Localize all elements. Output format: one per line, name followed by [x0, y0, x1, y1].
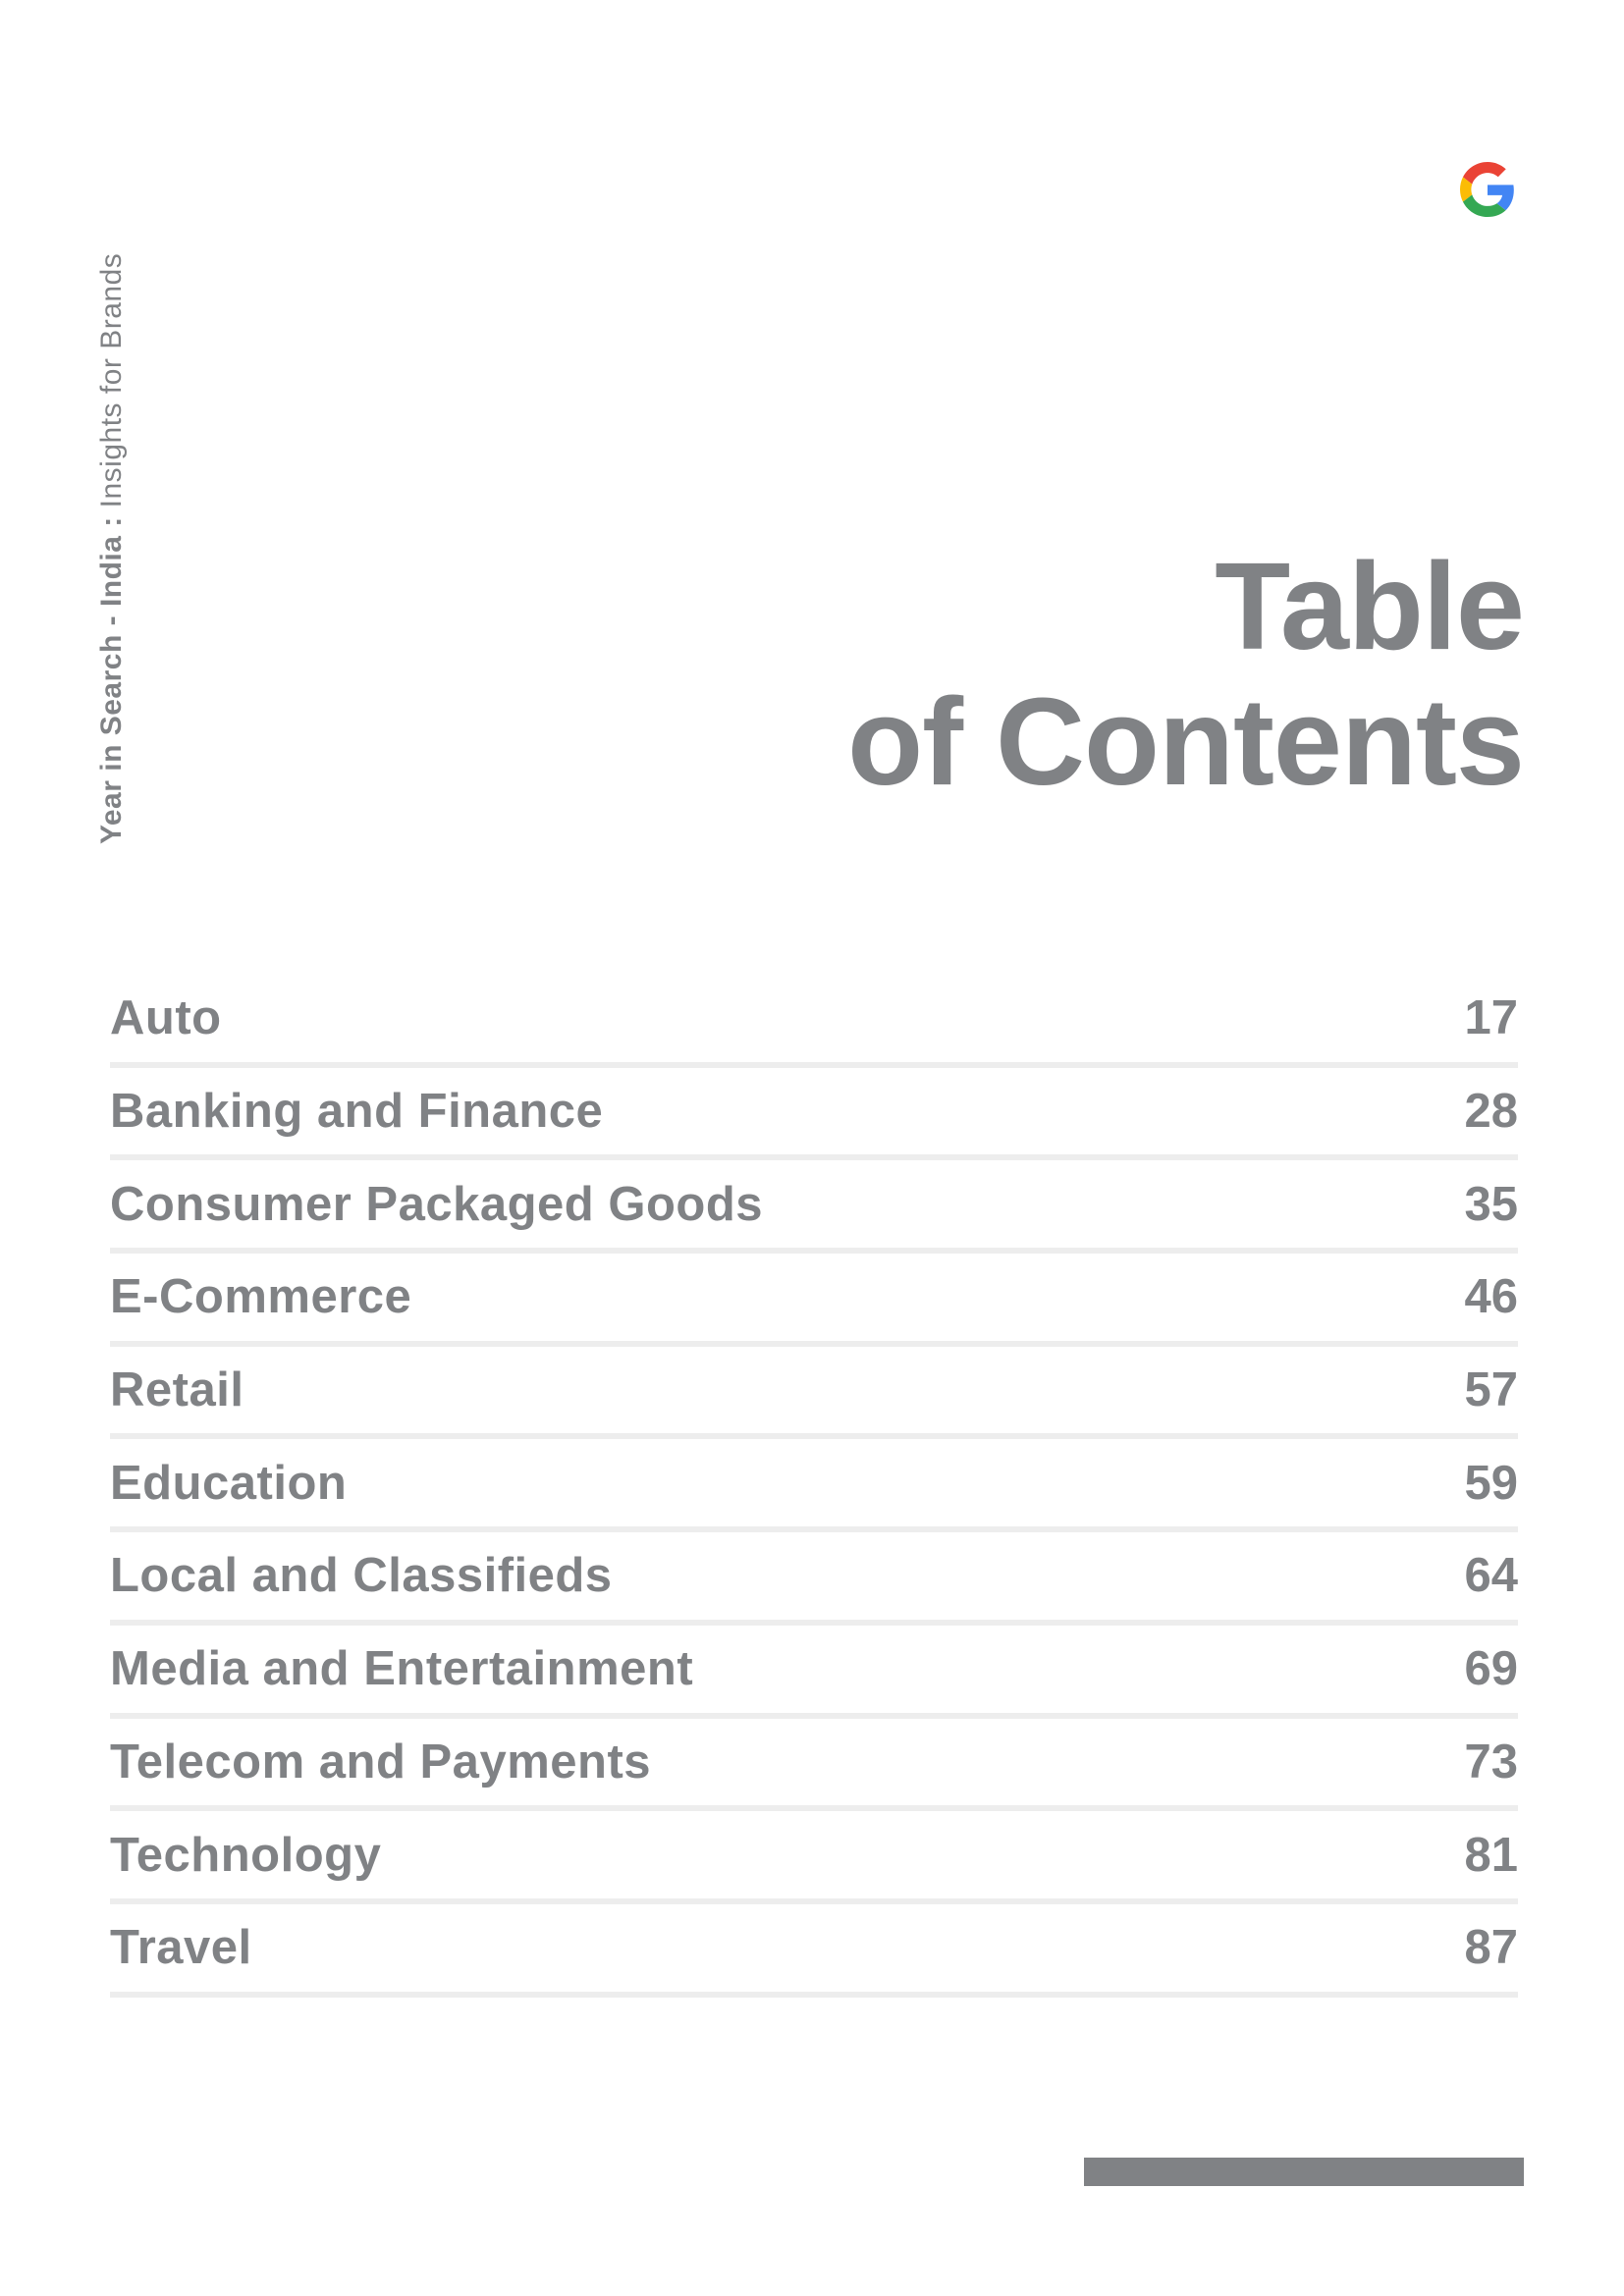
document-title-bold: Year in Search - India :	[95, 516, 128, 844]
toc-row-auto[interactable]	[110, 975, 1518, 1068]
toc-item-label: Banking and Finance	[110, 1085, 604, 1139]
toc-item-page-number: 64	[1464, 1549, 1518, 1603]
toc-row-education[interactable]	[110, 1439, 1518, 1532]
toc-row-e-commerce[interactable]	[110, 1254, 1518, 1347]
toc-row-retail[interactable]	[110, 1347, 1518, 1440]
toc-item-page-number: 73	[1464, 1735, 1518, 1789]
page-title-line2: of Contents	[847, 672, 1524, 811]
toc-item-label: E-Commerce	[110, 1270, 412, 1324]
toc-row-travel[interactable]	[110, 1904, 1518, 1998]
document-title-vertical	[88, 157, 135, 844]
toc-item-page-number: 87	[1464, 1921, 1518, 1975]
toc-item-label: Local and Classifieds	[110, 1549, 613, 1603]
toc-row-local-and-classifieds[interactable]	[110, 1532, 1518, 1626]
toc-row-telecom-and-payments[interactable]	[110, 1719, 1518, 1812]
footer-bar	[1084, 2158, 1524, 2186]
toc-item-page-number: 81	[1464, 1828, 1518, 1882]
toc-list	[110, 975, 1518, 1998]
document-title-text	[88, 157, 135, 844]
toc-item-label: Travel	[110, 1921, 252, 1975]
toc-item-page-number: 57	[1464, 1363, 1518, 1417]
toc-row-technology[interactable]	[110, 1811, 1518, 1904]
toc-item-page-number: 17	[1464, 991, 1518, 1045]
toc-item-label: Consumer Packaged Goods	[110, 1177, 764, 1231]
toc-row-consumer-packaged-goods[interactable]	[110, 1160, 1518, 1254]
toc-item-label: Education	[110, 1456, 348, 1510]
google-g-icon	[1460, 162, 1515, 217]
toc-item-page-number: 35	[1464, 1177, 1518, 1231]
toc-row-media-and-entertainment[interactable]	[110, 1626, 1518, 1719]
toc-item-page-number: 46	[1464, 1270, 1518, 1324]
page-title-line1: Table	[1215, 537, 1524, 675]
toc-item-page-number: 59	[1464, 1456, 1518, 1510]
toc-item-page-number: 69	[1464, 1642, 1518, 1696]
toc-item-label: Retail	[110, 1363, 244, 1417]
document-title-regular: Insights for Brands	[95, 252, 128, 508]
toc-item-label: Telecom and Payments	[110, 1735, 652, 1789]
page-title	[847, 539, 1524, 810]
toc-item-page-number: 28	[1464, 1085, 1518, 1139]
toc-row-banking-and-finance[interactable]	[110, 1068, 1518, 1161]
toc-item-label: Technology	[110, 1828, 382, 1882]
toc-item-label: Media and Entertainment	[110, 1642, 694, 1696]
toc-item-label: Auto	[110, 991, 222, 1045]
